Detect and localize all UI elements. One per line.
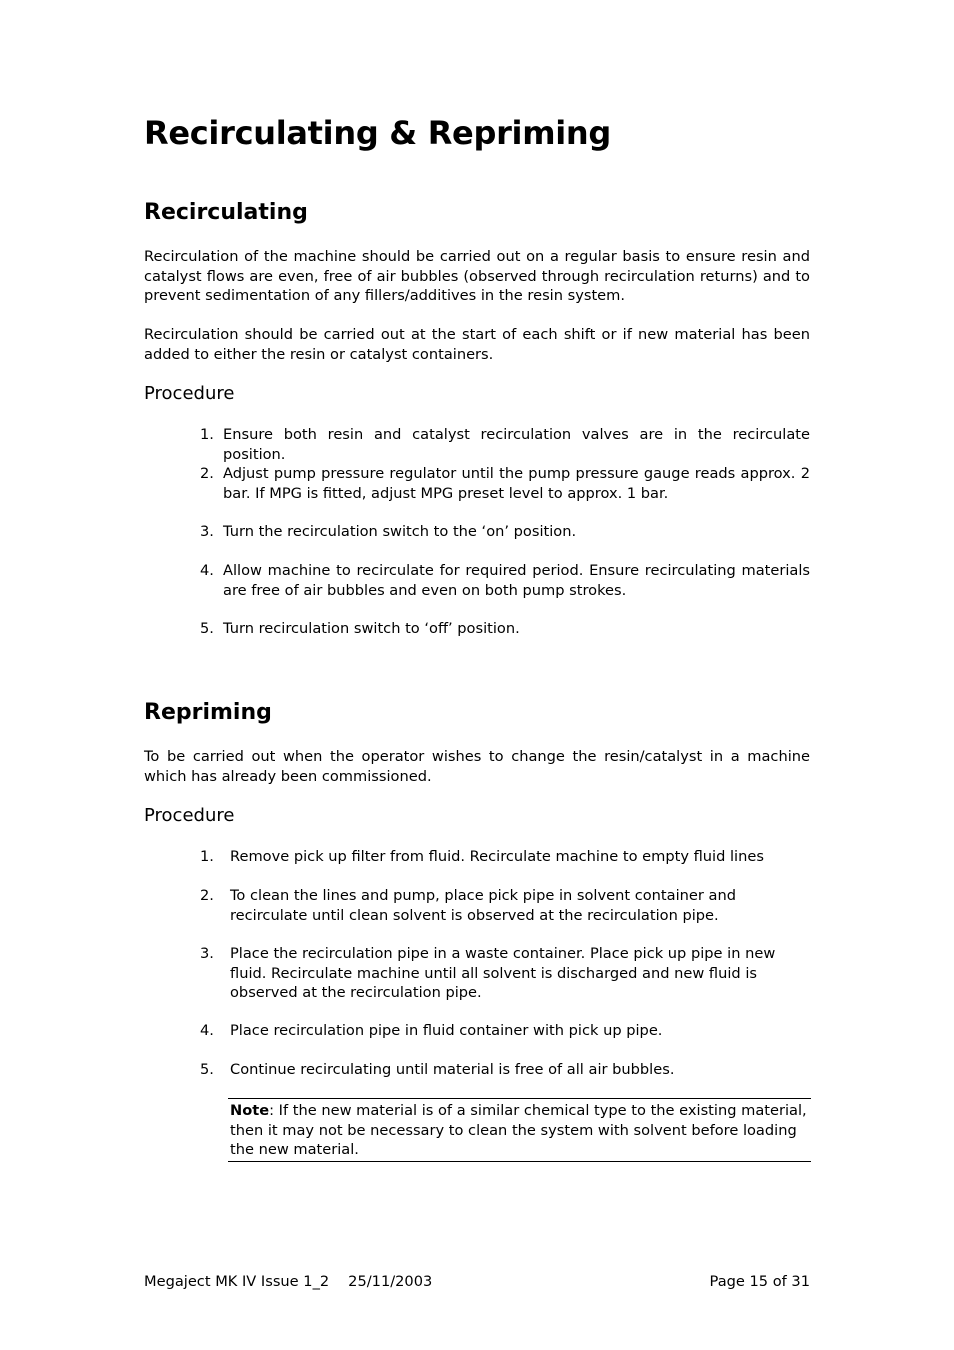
- list-item: [200, 561, 810, 600]
- list-item: [200, 522, 810, 542]
- step-number: 2.: [200, 465, 214, 482]
- step-number: 1.: [200, 426, 214, 443]
- note-text: : If the new material is of a similar chemical type to the existing material, then it may not be necessary to clean the system with solvent before loading the new material.: [230, 1102, 807, 1158]
- step-text: Ensure both resin and catalyst recirculation valves are in the recirculate position.: [223, 426, 810, 463]
- list-item: [200, 619, 810, 639]
- step-text: Place the recirculation pipe in a waste container. Place pick up pipe in new fluid. Recirculate machine until all solvent is discharged and new fluid is observed at the recirculation pipe.: [230, 945, 776, 1001]
- repriming-paragraph-1: To be carried out when the operator wishes to change the resin/catalyst in a machine which has already been commissioned.: [144, 748, 810, 785]
- step-number: 5.: [200, 1061, 214, 1078]
- step-number: 2.: [200, 887, 214, 904]
- repriming-heading: Repriming: [144, 700, 272, 725]
- step-number: 5.: [200, 620, 214, 637]
- list-item: [200, 944, 810, 1003]
- recirculating-procedure-label: Procedure: [144, 383, 235, 404]
- list-item: [200, 1060, 810, 1080]
- list-item: [200, 847, 810, 867]
- step-number: 3.: [200, 945, 214, 962]
- list-item: [200, 464, 810, 503]
- step-text: Turn recirculation switch to ‘off’ position.: [223, 620, 520, 637]
- page-title: Recirculating & Repriming: [144, 114, 612, 152]
- step-text: Allow machine to recirculate for required period. Ensure recirculating materials are free of air bubbles and even on both pump strokes.: [223, 562, 810, 599]
- step-number: 4.: [200, 562, 214, 579]
- note-label: Note: [230, 1102, 270, 1119]
- list-item: [200, 1021, 810, 1041]
- repriming-procedure-label: Procedure: [144, 805, 235, 826]
- step-number: 3.: [200, 523, 214, 540]
- recirculating-paragraph-2: Recirculation should be carried out at the start of each shift or if new material has been added to either the resin or catalyst containers.: [144, 326, 810, 363]
- footer-date: 25/11/2003: [348, 1273, 433, 1290]
- step-text: Place recirculation pipe in fluid container with pick up pipe.: [230, 1022, 663, 1039]
- list-item: [200, 425, 810, 464]
- list-item: [200, 886, 810, 925]
- footer-document-id: [144, 1272, 432, 1291]
- step-text: Continue recirculating until material is free of all air bubbles.: [230, 1061, 675, 1078]
- step-text: To clean the lines and pump, place pick pipe in solvent container and recirculate until clean solvent is observed at the recirculation pipe.: [230, 887, 736, 924]
- step-number: 4.: [200, 1022, 214, 1039]
- recirculating-paragraph-1: Recirculation of the machine should be carried out on a regular basis to ensure resin and catalyst flows are even, free of air bubbles (observed through recirculation returns) and to prevent sedimentation of any fillers/additives in the resin system.: [144, 248, 810, 304]
- step-text: Remove pick up filter from fluid. Recirculate machine to empty fluid lines: [230, 848, 764, 865]
- footer-doc: Megaject MK IV Issue 1_2: [144, 1273, 330, 1290]
- step-number: 1.: [200, 848, 214, 865]
- step-text: Turn the recirculation switch to the ‘on’ position.: [223, 523, 577, 540]
- footer-page-number: Page 15 of 31: [709, 1273, 810, 1290]
- step-text: Adjust pump pressure regulator until the pump pressure gauge reads approx. 2 bar. If MPG is fitted, adjust MPG preset level to approx. 1 bar.: [223, 465, 810, 502]
- recirculating-heading: Recirculating: [144, 200, 308, 225]
- note-box: [228, 1098, 811, 1162]
